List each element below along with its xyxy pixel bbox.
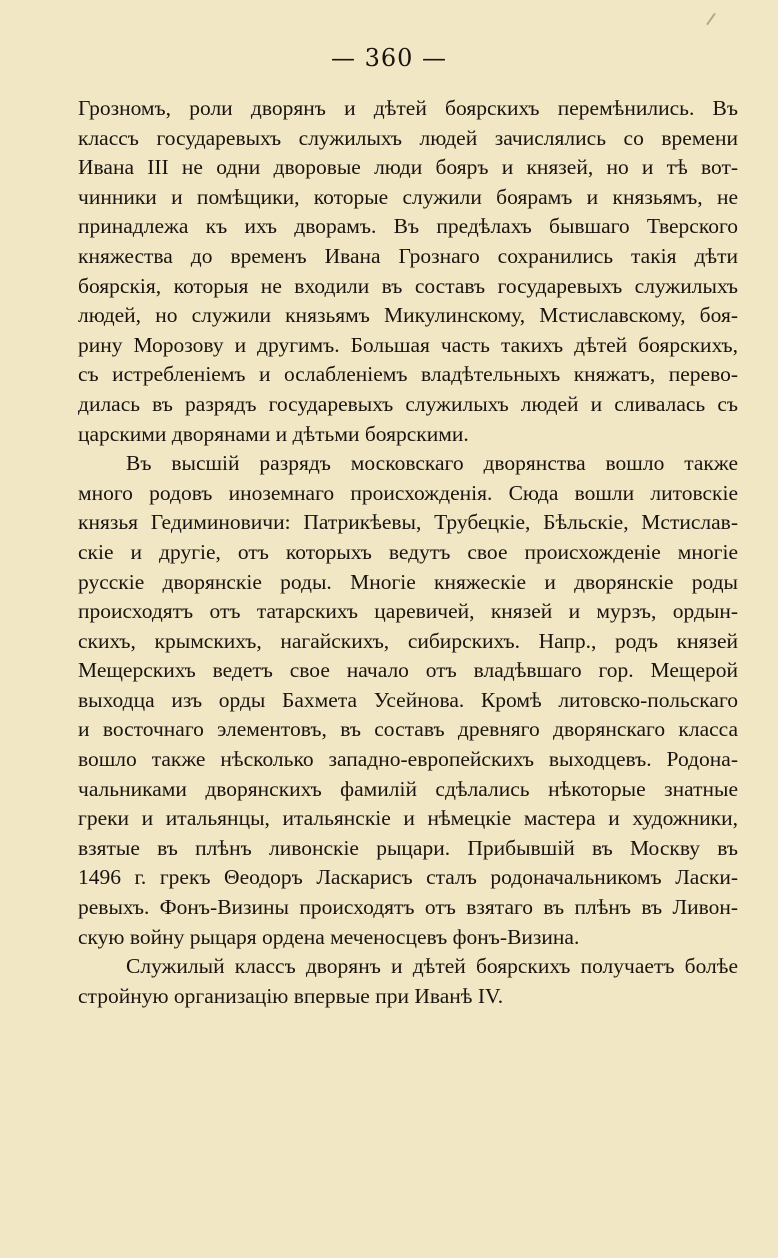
text-line: княжества до временъ Ивана Грознаго сохранились такія дѣти <box>78 243 738 268</box>
text-line: Въ высшій разрядъ московскаго дворянства вошло также <box>126 451 738 476</box>
text-line: русскіе дворянскіе роды. Многіе княжескіе и дворянскіе роды <box>78 569 738 594</box>
text-line: Ивана III не одни дворовые люди бояръ и князей, но и тѣ вот- <box>78 155 738 180</box>
text-line: скіе и другіе, отъ которыхъ ведутъ свое происхожденіе многіе <box>78 539 738 564</box>
page-number: — 360 — <box>330 44 448 72</box>
text-line: чинники и помѣщики, которые служили боярамъ и князьямъ, не <box>78 184 738 209</box>
text-line: взятые въ плѣнъ ливонскіе рыцари. Прибывшій въ Москву въ <box>78 835 738 860</box>
body-text <box>78 94 738 1011</box>
text-line: Служилый классъ дворянъ и дѣтей боярскихъ получаетъ болѣе <box>126 954 738 979</box>
text-line: Мещерскихъ ведетъ свое начало отъ владѣвшаго гор. Мещерой <box>78 658 738 683</box>
text-line: стройную организацію впервые при Иванѣ IV. <box>78 983 504 1008</box>
paragraph-3 <box>78 952 738 1011</box>
text-line: скую войну рыцаря ордена меченосцевъ фонъ-Визина. <box>78 924 580 949</box>
text-line: выходца изъ орды Бахмета Усейнова. Кромѣ литовско-польскаго <box>78 687 738 712</box>
text-line: и восточнаго элементовъ, въ составъ древняго дворянскаго класса <box>78 717 738 742</box>
text-line: чальниками дворянскихъ фамилій сдѣлались нѣкоторые знатные <box>78 776 738 801</box>
text-line: людей, но служили князьямъ Микулинскому, Мстиславскому, боя- <box>78 303 738 328</box>
text-line: царскими дворянами и дѣтьми боярскими. <box>78 421 469 446</box>
text-line: скихъ, крымскихъ, нагайскихъ, сибирскихъ. Напр., родъ князей <box>78 628 738 653</box>
text-line: греки и итальянцы, итальянскіе и нѣмецкіе мастера и художники, <box>78 806 738 831</box>
text-line: вошло также нѣсколько западно-европейскихъ выходцевъ. Родона- <box>78 747 738 772</box>
pencil-mark <box>706 13 716 26</box>
text-line: происходятъ отъ татарскихъ царевичей, князей и мурзъ, ордын- <box>78 599 738 624</box>
paragraph-2 <box>78 449 738 952</box>
text-line: много родовъ иноземнаго происхожденія. Сюда вошли литовскіе <box>78 480 738 505</box>
text-line: принадлежа къ ихъ дворамъ. Въ предѣлахъ бывшаго Тверского <box>78 214 738 239</box>
text-line: 1496 г. грекъ Θеодоръ Ласкарисъ сталъ родоначальникомъ Ласки- <box>78 865 738 890</box>
text-line: рину Морозову и другимъ. Большая часть такихъ дѣтей боярскихъ, <box>78 332 738 357</box>
text-line: съ истребленіемъ и ослабленіемъ владѣтельныхъ княжатъ, перево- <box>78 362 738 387</box>
text-line: князья Гедиминовичи: Патрикѣевы, Трубецкіе, Бѣльскіе, Мстислав- <box>78 510 738 535</box>
text-line: боярскія, которыя не входили въ составъ государевыхъ служилыхъ <box>78 273 738 298</box>
text-line: Грозномъ, роли дворянъ и дѣтей боярскихъ перемѣнились. Въ <box>78 96 738 120</box>
paragraph-1 <box>78 94 738 449</box>
text-line: ревыхъ. Фонъ-Визины происходятъ отъ взятаго въ плѣнъ въ Ливон- <box>78 895 738 920</box>
text-line: дилась въ разрядъ государевыхъ служилыхъ людей и сливалась съ <box>78 391 738 416</box>
text-line: классъ государевыхъ служилыхъ людей зачислялись со времени <box>78 125 738 150</box>
